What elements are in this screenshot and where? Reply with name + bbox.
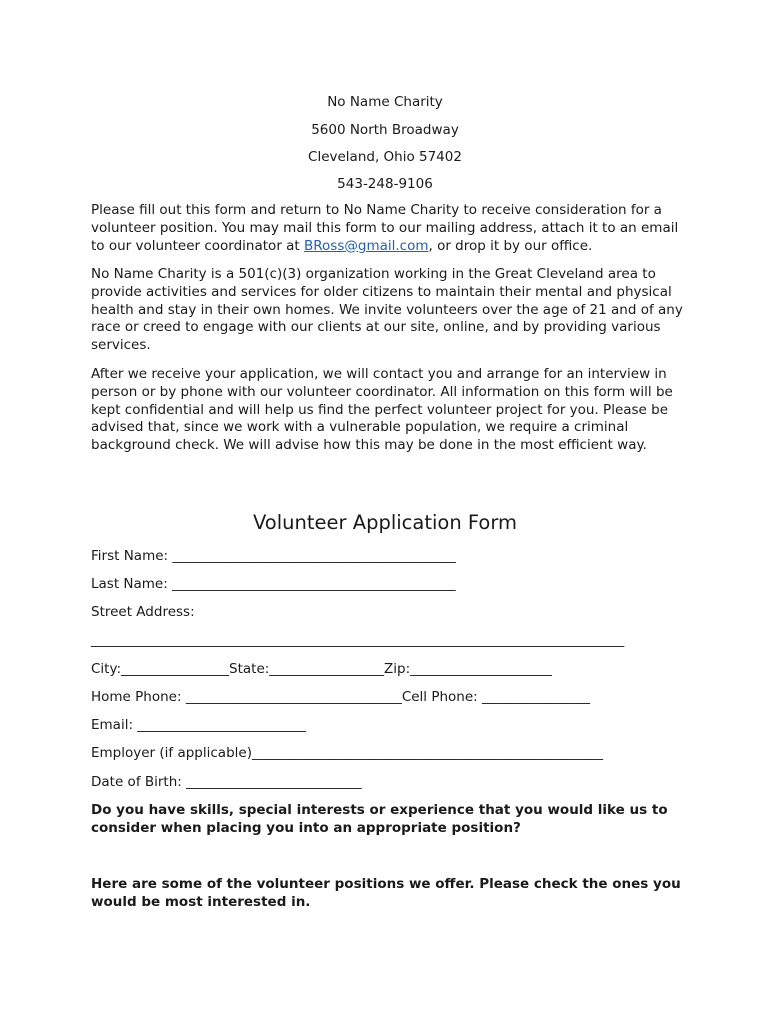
employer-field[interactable]: Employer (if applicable)____________________________________________________ [91,745,603,761]
positions-prompt: Here are some of the volunteer positions we offer. Please check the ones you would be most interested in. [91,876,681,910]
phone-fields[interactable]: Home Phone: ________________________________Cell Phone: ________________ [91,689,590,705]
org-name: No Name Charity [327,94,443,110]
date-of-birth-field[interactable]: Date of Birth: __________________________ [91,774,362,790]
email-field[interactable]: Email: _________________________ [91,717,307,733]
org-city: Cleveland, Ohio 57402 [308,149,462,165]
intro-text-after: , or drop it by our office. [428,237,593,254]
skills-question: Do you have skills, special interests or experience that you would like us to consider when placing you into an appropriate position? [91,802,668,836]
city-state-zip-field[interactable]: City:________________State:_________________Zip:_____________________ [91,661,552,677]
intro-text-before: Please fill out this form and return to No Name Charity to receive consideration for a volunteer position. You may mail this form to our mailing address, attach it to an email to our volunteer coordinator at [91,202,679,254]
intro-paragraph-3: After we receive your application, we will contact you and arrange for an interview in person or by phone with our volunteer coordinator. All information on this form will be kept confidential and will help us find the perfect volunteer project for you. Please be advised that, since we work with a vulnerable population, we require a criminal background check. We will advise how this may be done in the most efficient way. [91,366,673,454]
street-address-field[interactable]: _______________________________________________________________________________ [91,632,625,648]
intro-paragraph-2: No Name Charity is a 501(c)(3) organization working in the Great Cleveland area to provide activities and services for older citizens to maintain their mental and physical health and stay in their own homes. We invite volunteers over the age of 21 and of any race or creed to engage with our clients at our site, online, and by providing various services. [91,266,683,354]
first-name-field[interactable]: First Name: __________________________________________ [91,548,456,564]
org-street: 5600 North Broadway [311,122,459,138]
intro-paragraph-1 [91,202,691,255]
org-phone: 543-248-9106 [337,176,433,192]
coordinator-email-link[interactable]: BRoss@gmail.com [304,237,429,254]
last-name-field[interactable]: Last Name: __________________________________________ [91,576,456,592]
form-title: Volunteer Application Form [252,511,518,534]
street-address-label: Street Address: [91,604,195,620]
